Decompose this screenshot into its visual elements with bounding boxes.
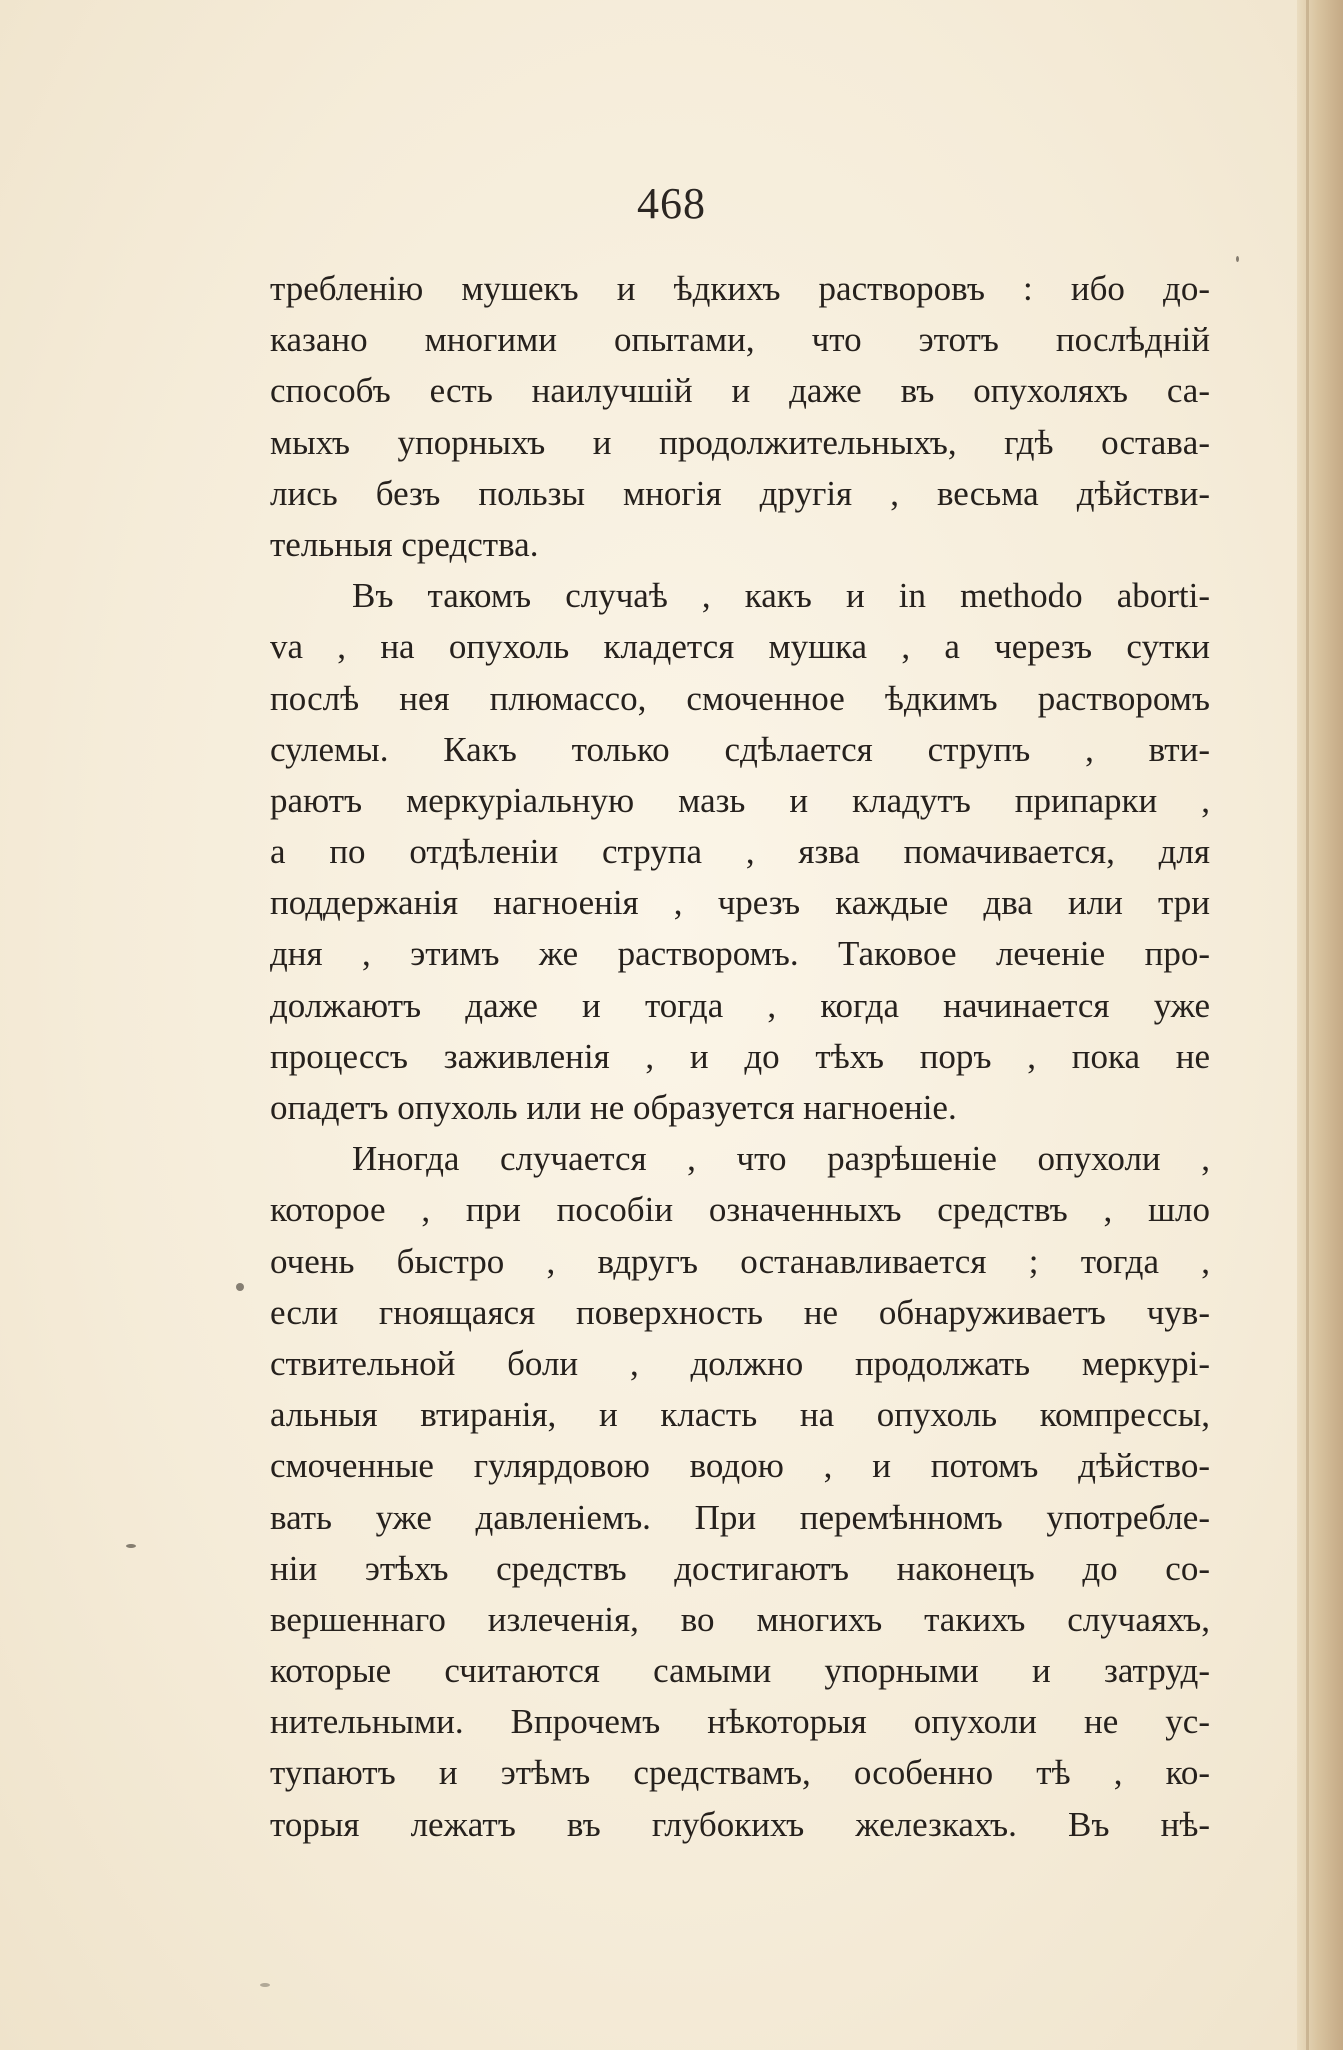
text-line: процессъ заживленія , и до тѣхъ поръ , пока не (270, 1036, 1210, 1076)
text-line: альныя втиранія, и класть на опухоль компрессы, (270, 1395, 1210, 1435)
text-line: поддержанія нагноенія , чрезъ каждые два или три (270, 883, 1210, 923)
text-line: вершеннаго излеченія, во многихъ такихъ случаяхъ, (270, 1599, 1210, 1639)
text-line: сулемы. Какъ только сдѣлается струпъ , вти- (270, 729, 1210, 769)
text-line: способъ есть наилучшій и даже въ опухоляхъ са- (270, 371, 1210, 411)
ink-speck (126, 1544, 136, 1548)
text-line: очень быстро , вдругъ останавливается ; тогда , (270, 1241, 1210, 1281)
text-line: если гноящаяся поверхность не обнаруживаетъ чув- (270, 1292, 1210, 1332)
text-line: смоченные гулярдовою водою , и потомъ дѣйство- (270, 1446, 1210, 1486)
text-line: казано многими опытами, что этотъ послѣдній (270, 320, 1210, 360)
text-line: тупаютъ и этѣмъ средствамъ, особенно тѣ , ко- (270, 1753, 1210, 1793)
text-line: вать уже давленіемъ. При перемѣнномъ употребле- (270, 1497, 1210, 1537)
text-line: которое , при пособіи означенныхъ средствъ , шло (270, 1190, 1210, 1230)
text-line: va , на опухоль кладется мушка , а черезъ сутки (270, 627, 1210, 667)
text-line: торыя лежатъ въ глубокихъ железкахъ. Въ нѣ- (270, 1804, 1210, 1844)
text-line: ствительной боли , должно продолжать меркурі- (270, 1343, 1210, 1383)
page-number: 468 (637, 179, 706, 228)
ink-speck (236, 1283, 244, 1291)
text-line: тельныя средства. (270, 524, 539, 564)
text-line: которые считаются самыми упорными и затруд- (270, 1651, 1210, 1691)
text-line: лись безъ пользы многія другія , весьма дѣйстви- (270, 473, 1210, 513)
page-binding-edge (1297, 0, 1343, 2050)
text-line: а по отдѣленіи струпа , язва помачивается, для (270, 832, 1210, 872)
text-line: должаютъ даже и тогда , когда начинается уже (270, 985, 1210, 1025)
text-line: нительными. Впрочемъ нѣкоторыя опухоли не ус- (270, 1702, 1210, 1742)
body-text (270, 263, 1210, 1850)
text-line: Въ такомъ случаѣ , какъ и in methodo aborti- (352, 576, 1210, 616)
ink-speck (1236, 256, 1239, 262)
text-line: дня , этимъ же растворомъ. Таковое леченіе про- (270, 934, 1210, 974)
text-line: требленію мушекъ и ѣдкихъ растворовъ : ибо до- (270, 269, 1210, 308)
text-line: опадетъ опухоль или не образуется нагноеніе. (270, 1088, 957, 1127)
text-line: Иногда случается , что разрѣшеніе опухоли , (352, 1139, 1210, 1179)
text-line: мыхъ упорныхъ и продолжительныхъ, гдѣ оставa- (270, 422, 1210, 462)
page-edge-shadow (1306, 0, 1309, 2050)
ink-speck (260, 1983, 270, 1987)
text-line: послѣ нея плюмассо, смоченное ѣдкимъ растворомъ (270, 678, 1210, 718)
text-line: ніи этѣхъ средствъ достигаютъ наконецъ до со- (270, 1548, 1210, 1588)
text-line: раютъ меркуріальную мазь и кладутъ припарки , (270, 780, 1210, 820)
